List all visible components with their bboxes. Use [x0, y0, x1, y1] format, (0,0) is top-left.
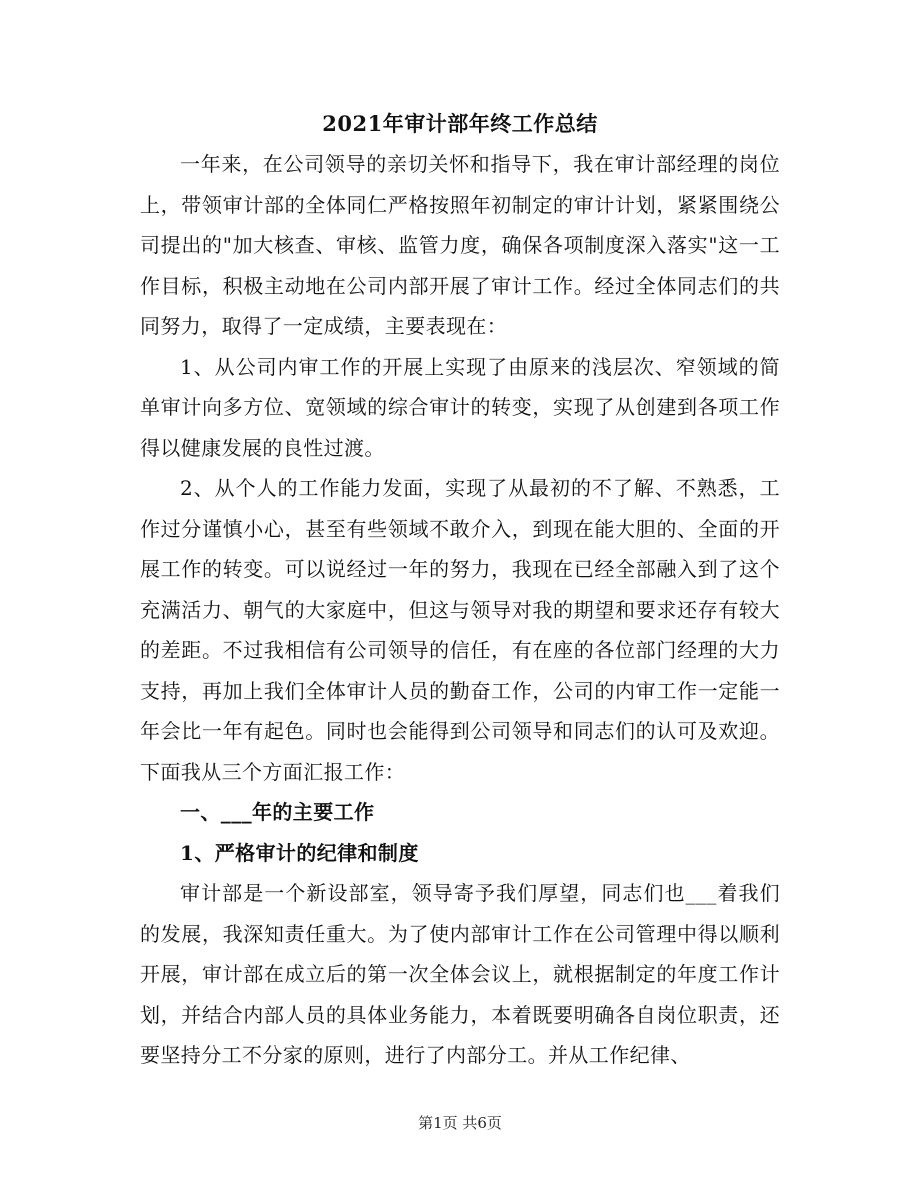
paragraph-point-2: 2、从个人的工作能力发面，实现了从最初的不了解、不熟悉，工作过分谨慎小心，甚至有些领域不敢介入，到现在能大胆的、全面的开展工作的转变。可以说经过一年的努力，我现在已经全部融入到了这个充满活力、朝气的大家庭中，但这与领导对我的期望和要求还存有较大的差距。不过我相信有公司领导的信任，有在座的各位部门经理的大力支持，再加上我们全体审计人员的勤奋工作，公司的内审工作一定能一年会比一年有起色。同时也会能得到公司领导和同志们的认可及欢迎。下面我从三个方面汇报工作： [140, 476, 780, 784]
paragraph-point-1: 1、从公司内审工作的开展上实现了由原来的浅层次、窄领域的简单审计向多方位、宽领域的综合审计的转变，实现了从创建到各项工作得以健康发展的良性过渡。 [140, 354, 780, 460]
document-body [140, 144, 780, 1076]
page-footer: 第1页 共6页 [418, 1114, 502, 1132]
section-heading-main-work: 一、___年的主要工作 [180, 800, 375, 824]
paragraph-discipline: 审计部是一个新设部室，领导寄予我们厚望，同志们也___着我们的发展，我深知责任重大。为了使内部审计工作在公司管理中得以顺利开展，审计部在成立后的第一次全体会议上，就根据制定的年度工作计划，并结合内部人员的具体业务能力，本着既要明确各自岗位职责，还要坚持分工不分家的原则，进行了内部分工。并从工作纪律、 [140, 881, 780, 1067]
paragraph-intro: 一年来，在公司领导的亲切关怀和指导下，我在审计部经理的岗位上，带领审计部的全体同仁严格按照年初制定的审计计划，紧紧围绕公司提出的"加大核查、审核、监管力度，确保各项制度深入落实"这一工作目标，积极主动地在公司内部开展了审计工作。经过全体同志们的共同努力，取得了一定成绩，主要表现在： [140, 152, 780, 338]
subsection-heading-discipline: 1、严格审计的纪律和制度 [180, 840, 419, 865]
document-title: 2021年审计部年终工作总结 [322, 111, 598, 136]
